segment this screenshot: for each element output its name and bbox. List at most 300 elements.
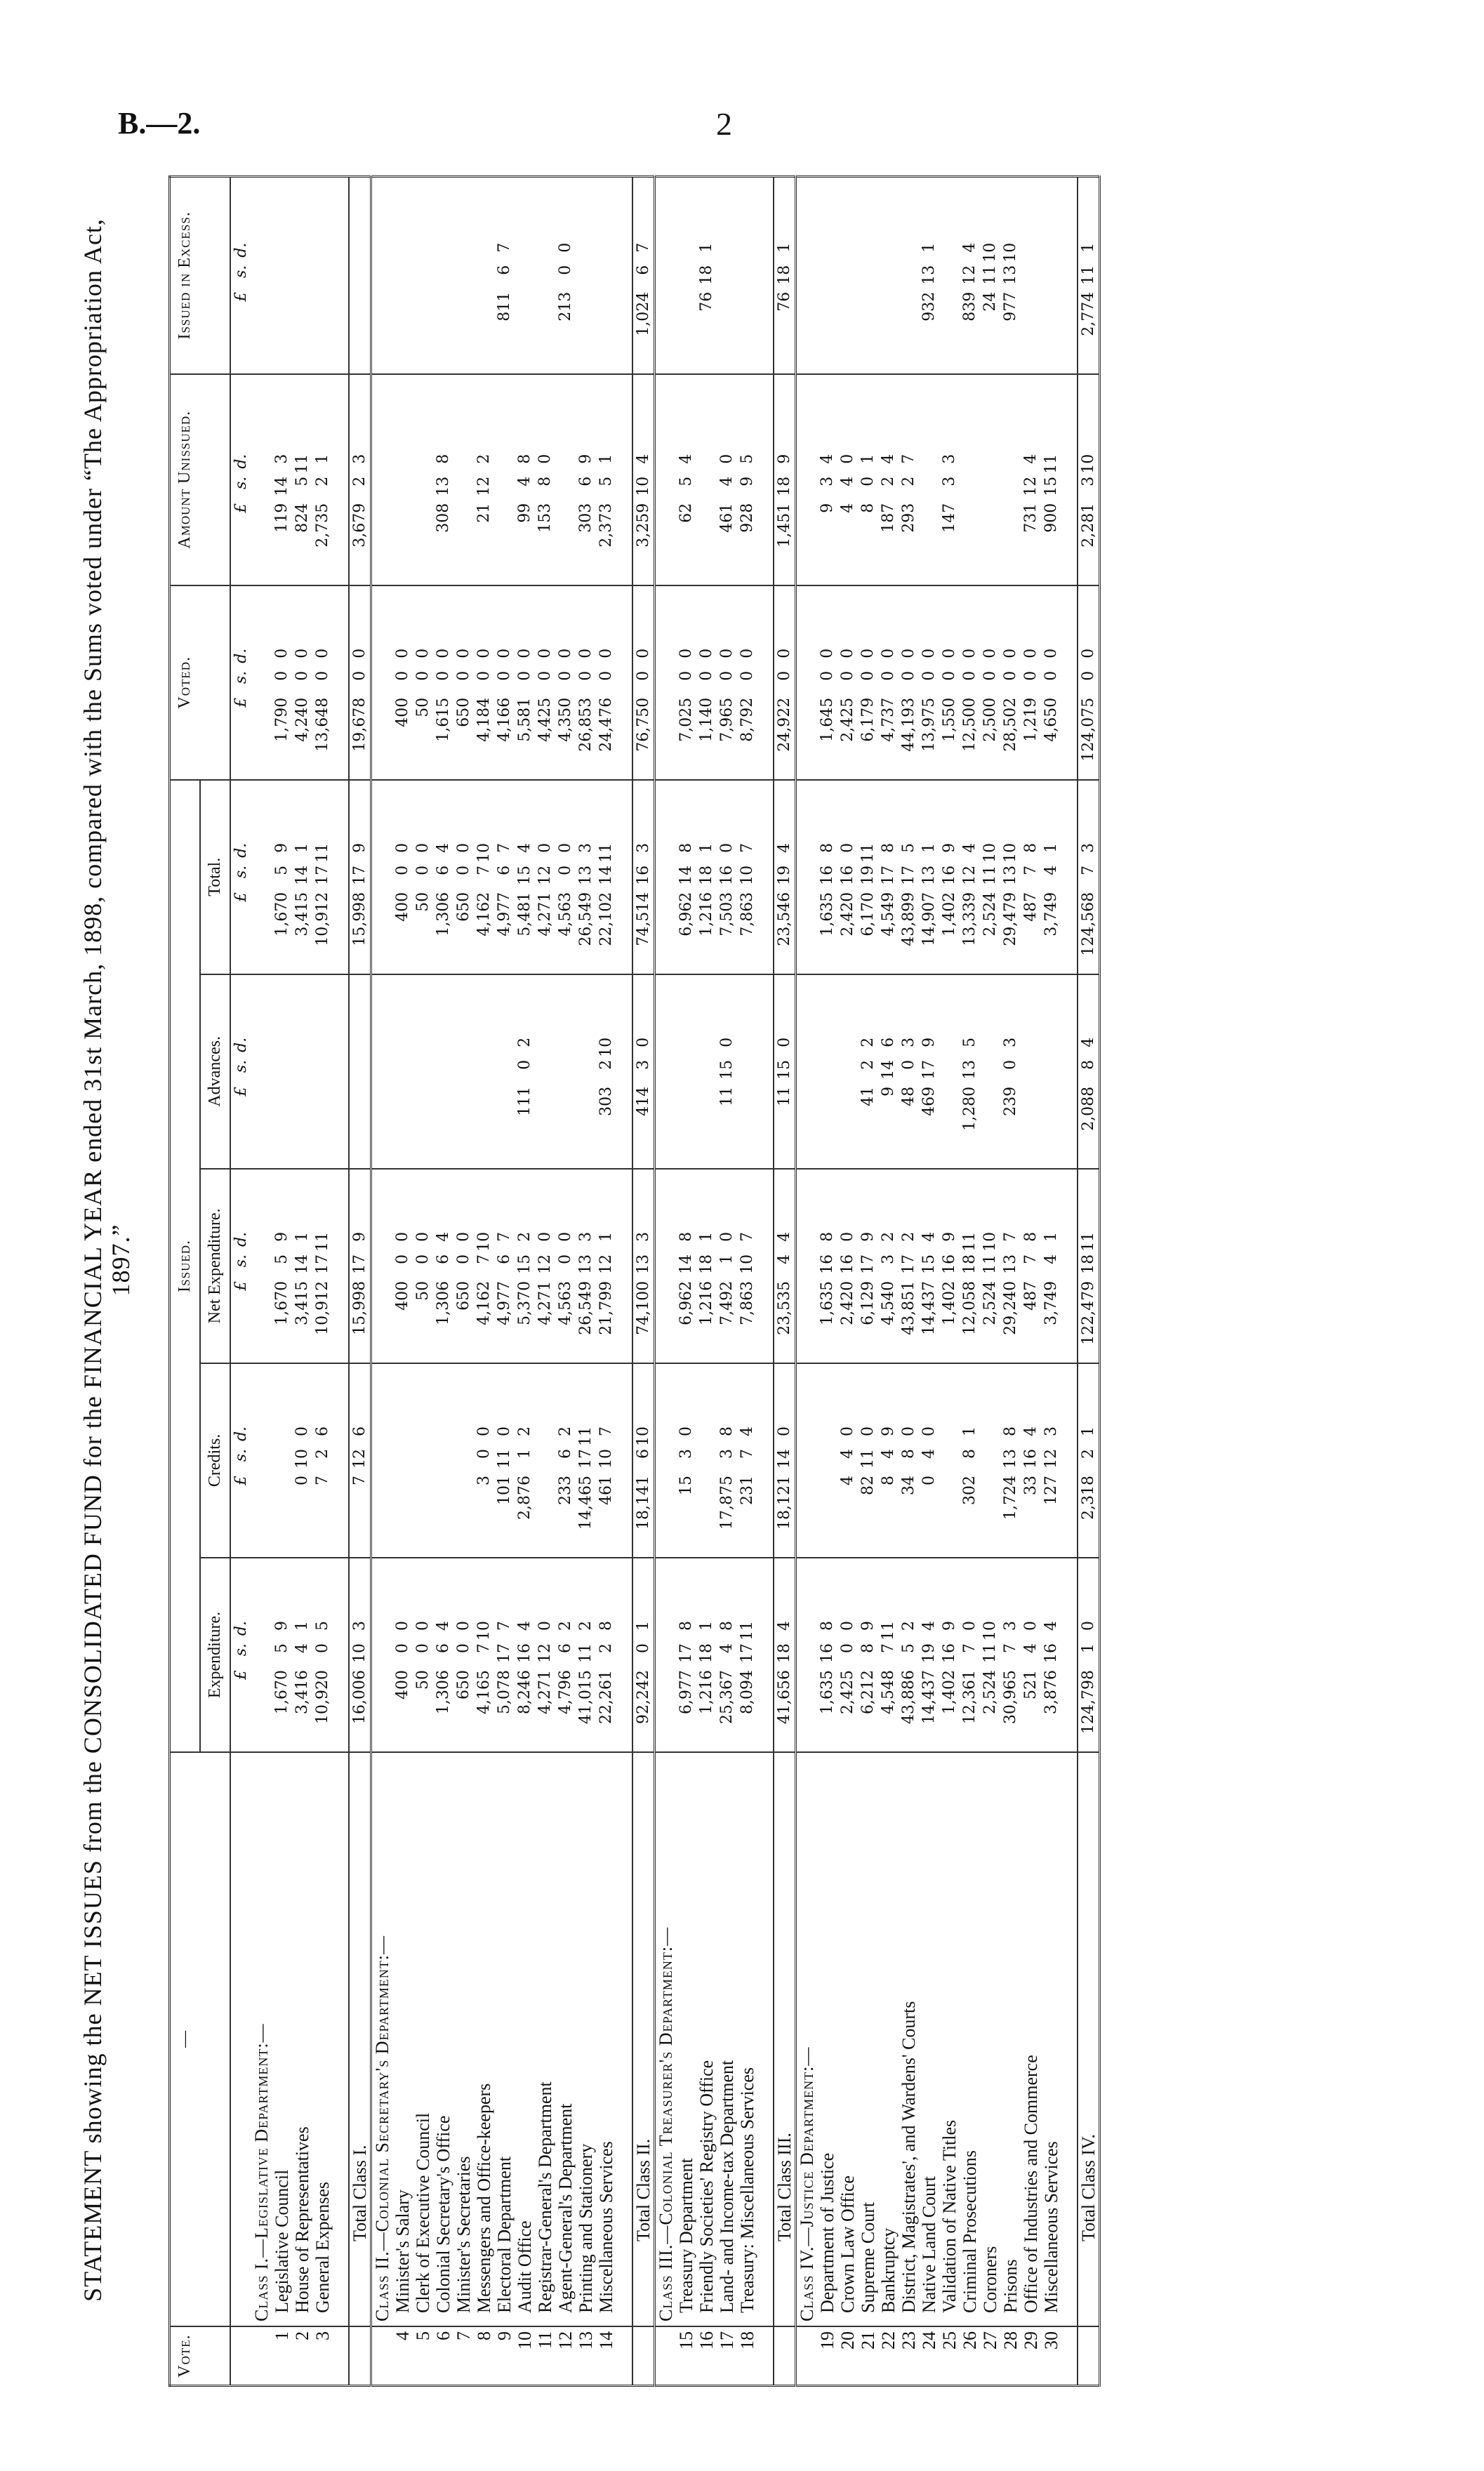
unit-pounds: £ [232,503,250,513]
vote-number: 13 [576,2326,596,2386]
cell-ne-pence: 7 [496,1231,513,1242]
table-row [878,177,899,2386]
cell-vo-pence: 0 [577,648,595,658]
item-description: House of Representatives [292,1752,312,2326]
cell-a-pounds: 469 [920,1086,938,1116]
cell-c [960,1363,980,1558]
cell-t-pounds: 400 [394,892,411,922]
cell-ne-pounds: 7,863 [738,1280,756,1325]
cell-t-pence: 0 [414,842,432,853]
cell-vo-shillings: 0 [819,670,836,681]
cell-e-shillings: 16 [941,1643,958,1663]
cell-ne-pounds: 10,912 [314,1280,331,1335]
cell-vo-pounds: 2,425 [839,697,856,742]
spacer-cell [616,1363,632,1558]
cell-ne-pence: 2 [880,1231,897,1242]
cell-e [717,1558,737,1752]
cell-a [960,974,980,1169]
cell-vo-pence: 0 [859,648,877,658]
cell-a [676,974,696,1169]
cell-e-shillings: 4 [718,1643,736,1653]
cell-ne-shillings: 14 [677,1254,695,1274]
spacer-cell [1061,974,1078,1169]
heading-blank [371,1363,393,1558]
cell-e-shillings: 17 [677,1643,695,1663]
cell-vo-pence: 0 [698,648,715,658]
cell-e [392,1558,413,1752]
cell-t-pence: 10 [475,842,493,863]
cell-t-pence: 10 [1002,842,1019,863]
cell-ne-pence: 0 [718,1231,736,1242]
cell-vo [433,585,453,780]
cell-u [717,374,737,585]
total-e-shillings: 0 [635,1643,652,1653]
cell-t-shillings: 19 [859,865,877,885]
cell-t-pounds: 10,912 [314,892,331,946]
cell-ne-pounds: 650 [455,1280,472,1311]
cell-e-pence: 4 [516,1621,534,1631]
vote-number: 22 [878,2326,899,2386]
cell-vo-pounds: 4,166 [496,697,513,742]
cell-c [453,1363,474,1558]
cell-vo-pence: 0 [435,648,452,658]
spacer-cell [1061,1558,1078,1752]
total-t-pounds: 74,514 [635,892,652,946]
cell-a [292,974,312,1169]
spacer-cell [616,374,632,585]
cell-vo-pence: 0 [819,648,836,658]
cell-t-shillings: 12 [536,865,554,885]
cell-ne [676,1169,696,1363]
cell-ne-pence: 7 [738,1231,756,1242]
cell-t-pounds: 13,339 [961,892,979,946]
cell-e [980,1558,1000,1752]
cell-vo-pounds: 7,025 [677,697,695,742]
cell-vo-pounds: 1,219 [1022,697,1040,742]
cell-vo [312,585,333,780]
cell-t-pence: 3 [577,842,595,853]
cell-t-pounds: 4,563 [557,892,574,936]
cell-e-pence: 0 [414,1621,432,1631]
unit-shillings: s. [232,476,250,490]
unit-pounds: £ [232,892,250,902]
col-description: — [170,1752,231,2326]
heading-vote [251,2326,272,2386]
cell-vo-shillings: 0 [900,670,917,681]
total-ne-shillings: 18 [1080,1254,1097,1274]
cell-u-pence: 4 [880,453,897,464]
cell-e-shillings: 0 [455,1643,472,1653]
cell-c-pounds: 82 [859,1475,877,1495]
cell-vo [1000,585,1021,780]
cell-u-shillings: 8 [536,476,554,486]
cell-ne-pounds: 5,370 [516,1280,534,1325]
total-a-pounds: 414 [635,1086,652,1116]
cell-ne-pounds: 400 [394,1280,411,1311]
cell-e-pence: 11 [880,1621,897,1641]
cell-c-shillings: 4 [839,1448,856,1459]
heading-blank [371,974,393,1169]
cell-c [596,1363,616,1558]
cell-t-shillings: 15 [516,865,534,885]
cell-ne-pounds: 1,670 [273,1280,291,1325]
cell-u [837,374,858,585]
cell-vo-pounds: 4,737 [880,697,897,742]
cell-t [515,780,535,974]
cell-ne-pence: 4 [435,1231,452,1242]
cell-u-shillings: 12 [475,476,493,496]
heading-blank [796,374,818,585]
heading-blank [655,1363,677,1558]
unit-pounds: £ [232,1475,250,1485]
total-t-shillings: 17 [351,865,369,885]
total-vo [349,585,371,780]
item-description: Clerk of Executive Council [413,1752,433,2326]
cell-e-pounds: 4,796 [557,1670,574,1714]
cell-vo [596,585,616,780]
cell-vo [980,585,1000,780]
cell-vo-shillings: 0 [557,670,574,681]
class-heading: Class IV.—Justice Department:— [796,1752,818,2326]
total-x-pounds: 1,024 [635,291,652,336]
cell-ne-pence: 0 [839,1231,856,1242]
spacer-row [1061,177,1078,2386]
cell-x [515,177,535,374]
statement-page [168,175,1390,2387]
table-row [392,177,413,2386]
cell-t-pence: 0 [839,842,856,853]
spacer-row [757,177,774,2386]
heading-blank [796,585,818,780]
cell-e-pounds: 4,165 [475,1670,493,1714]
cell-ne [515,1169,535,1363]
cell-ne [837,1169,858,1363]
total-ne-pence: 3 [635,1231,652,1242]
spacer-cell [333,1169,349,1363]
cell-vo-pounds: 650 [455,697,472,727]
cell-c-shillings: 3 [677,1448,695,1459]
heading-blank [251,780,272,974]
total-vo [632,585,655,780]
cell-e [960,1558,980,1752]
cell-u [494,374,515,585]
cell-c [494,1363,515,1558]
heading-blank [371,374,393,585]
cell-t-pounds: 1,635 [819,892,836,936]
cell-ne [596,1169,616,1363]
col-unissued: Amount Unissued. [170,374,231,585]
spacer-cell [333,780,349,974]
cell-x-shillings: 13 [1002,265,1019,285]
cell-c [696,1363,717,1558]
cell-ne [535,1169,555,1363]
cell-c-pounds: 7 [314,1475,331,1485]
cell-vo-pounds: 1,550 [941,697,958,742]
cell-x [1041,177,1061,374]
heading-blank [371,585,393,780]
cell-x-shillings: 0 [557,265,574,275]
cell-t-pence: 11 [314,842,331,863]
spacer-cell [1061,1363,1078,1558]
table-row [453,177,474,2386]
cell-vo-pounds: 13,648 [314,697,331,752]
unit-cell [230,177,251,374]
total-ne-pence: 4 [776,1231,793,1242]
total-vo-pounds: 124,075 [1080,697,1097,762]
class-heading-row [251,177,272,2386]
cell-vo-pence: 0 [516,648,534,658]
cell-e-pence: 1 [698,1621,715,1631]
cell-x [1021,177,1041,374]
item-description: Printing and Stationery [576,1752,596,2326]
spacer-cell [616,585,632,780]
total-a-pence: 4 [1080,1037,1097,1047]
table-row [576,177,596,2386]
heading-blank [251,1169,272,1363]
cell-u-shillings: 12 [1022,476,1040,496]
cell-u-pence: 3 [273,453,291,464]
vote-number: 29 [1021,2326,1041,2386]
cell-u-pence: 7 [900,453,917,464]
cell-x-shillings: 12 [961,265,979,285]
vote-number: 27 [980,2326,1000,2386]
unit-cell [230,1169,251,1363]
vote-number: 8 [474,2326,494,2386]
spacer-cell [757,2326,774,2386]
cell-vo-shillings: 0 [738,670,756,681]
cell-e-pence: 0 [961,1621,979,1631]
cell-c-shillings: 11 [859,1448,877,1469]
total-t-pounds: 23,546 [776,892,793,946]
cell-vo [858,585,878,780]
spacer-cell [757,974,774,1169]
cell-u [555,374,576,585]
cell-e-pounds: 400 [394,1670,411,1700]
cell-t-pounds: 29,479 [1002,892,1019,946]
total-c-shillings: 2 [1080,1448,1097,1459]
cell-a-pence: 5 [961,1037,979,1047]
heading-vote [655,2326,677,2386]
total-ne [774,1169,796,1363]
cell-t-pounds: 4,271 [536,892,554,936]
cell-ne-pounds: 1,306 [435,1280,452,1325]
unit-shillings: s. [232,1059,250,1073]
cell-t-shillings: 14 [677,865,695,885]
heading-blank [796,177,818,374]
table-row [1021,177,1041,2386]
cell-t [272,780,292,974]
cell-e-pence: 1 [293,1621,311,1631]
total-x-pounds: 2,774 [1080,291,1097,336]
cell-c-pence: 6 [314,1426,331,1436]
total-u [349,374,371,585]
cell-t-shillings: 13 [1002,865,1019,885]
cell-c-shillings: 3 [718,1448,736,1459]
cell-x [696,177,717,374]
table-row [696,177,717,2386]
cell-c-pounds: 15 [677,1475,695,1495]
cell-c [1041,1363,1061,1558]
cell-vo-pounds: 24,476 [597,697,615,752]
cell-a [980,974,1000,1169]
cell-t-pounds: 650 [455,892,472,922]
vote-number: 10 [515,2326,535,2386]
cell-vo-pounds: 4,425 [536,697,554,742]
cell-x [413,177,433,374]
cell-ne [939,1169,960,1363]
unit-shillings: s. [232,265,250,278]
cell-ne-shillings: 16 [819,1254,836,1274]
cell-vo [837,585,858,780]
cell-vo-pence: 0 [557,648,574,658]
unit-pounds: £ [232,291,250,302]
spacer-cell [1061,374,1078,585]
cell-ne [858,1169,878,1363]
cell-x-pence: 10 [1002,242,1019,263]
cell-ne-shillings: 0 [394,1254,411,1264]
cell-t-pounds: 22,102 [597,892,615,946]
cell-u-pounds: 900 [1042,503,1060,533]
cell-u [1021,374,1041,585]
cell-e-pounds: 6,977 [677,1670,695,1714]
cell-a-pence: 2 [859,1037,877,1047]
unit-pence: d. [232,242,250,258]
cell-ne [960,1169,980,1363]
cell-t-pence: 11 [597,842,615,863]
cell-e-pounds: 14,437 [920,1670,938,1724]
cell-vo [919,585,939,780]
cell-t-pence: 8 [819,842,836,853]
table-row [413,177,433,2386]
cell-ne-pence: 8 [677,1231,695,1242]
cell-e-pence: 8 [597,1621,615,1631]
cell-a [878,974,899,1169]
cell-t-pounds: 26,549 [577,892,595,946]
cell-vo-pounds: 1,140 [698,697,715,742]
cell-a [919,974,939,1169]
cell-ne-pounds: 4,271 [536,1280,554,1325]
total-x-pounds: 76 [776,291,793,312]
cell-e-pounds: 12,361 [961,1670,979,1724]
cell-c-pence: 0 [677,1426,695,1436]
cell-u-pence: 1 [597,453,615,464]
vote-number: 5 [413,2326,433,2386]
total-vo-shillings: 0 [776,670,793,681]
cell-ne-pence: 9 [941,1231,958,1242]
cell-u [878,374,899,585]
item-description: Native Land Court [919,1752,939,2326]
cell-t-shillings: 16 [718,865,736,885]
cell-e-pounds: 521 [1022,1670,1040,1700]
cell-ne-pounds: 4,563 [557,1280,574,1325]
cell-u-shillings: 9 [738,476,756,486]
cell-u-pence: 8 [435,453,452,464]
cell-u [899,374,919,585]
total-u-pounds: 1,451 [776,503,793,548]
cell-u [515,374,535,585]
heading-blank [251,1363,272,1558]
cell-c-shillings: 17 [577,1448,595,1469]
total-t-pence: 9 [351,842,369,853]
heading-blank [655,1558,677,1752]
total-c [1078,1363,1100,1558]
cell-ne-shillings: 17 [900,1254,917,1274]
cell-ne-pence: 10 [981,1231,999,1252]
spacer-cell [757,1169,774,1363]
cell-x [312,177,333,374]
cell-t-shillings: 0 [455,865,472,875]
cell-e-pence: 3 [1002,1621,1019,1631]
cell-ne-shillings: 7 [475,1254,493,1264]
spacer-cell [616,177,632,374]
cell-e-pence: 9 [859,1621,877,1631]
total-ne-shillings: 4 [776,1254,793,1264]
item-description: Miscellaneous Services [1041,1752,1061,2326]
item-description: Validation of Native Titles [939,1752,960,2326]
cell-vo-pence: 0 [273,648,291,658]
cell-e-pence: 4 [920,1621,938,1631]
heading-blank [796,974,818,1169]
cell-c-pounds: 302 [961,1475,979,1505]
cell-e-pounds: 30,965 [1002,1670,1019,1724]
item-description: Supreme Court [858,1752,878,2326]
cell-u-shillings: 14 [273,476,291,496]
total-u [774,374,796,585]
cell-u [817,374,837,585]
cell-u [453,374,474,585]
cell-c-pounds: 127 [1042,1475,1060,1505]
cell-x [474,177,494,374]
cell-a [858,974,878,1169]
cell-e-shillings: 6 [557,1643,574,1653]
total-c [632,1363,655,1558]
cell-vo-shillings: 0 [516,670,534,681]
cell-x [919,177,939,374]
class-heading: Class III.—Colonial Treasurer's Department:— [655,1752,677,2326]
cell-t-shillings: 14 [293,865,311,885]
cell-c-pounds: 0 [293,1475,311,1485]
cell-vo-shillings: 0 [597,670,615,681]
cell-e-pence: 0 [536,1621,554,1631]
cell-u [1041,374,1061,585]
cell-c-shillings: 1 [516,1448,534,1459]
cell-u-pence: 0 [718,453,736,464]
cell-t-shillings: 13 [920,865,938,885]
total-a [774,974,796,1169]
cell-e-pounds: 2,425 [839,1670,856,1714]
cell-e-pence: 2 [557,1621,574,1631]
total-x-shillings: 6 [635,265,652,275]
total-u-pounds: 2,281 [1080,503,1097,548]
page-number: 2 [716,106,732,142]
total-ne-pence: 11 [1080,1231,1097,1252]
total-vote [349,2326,371,2386]
cell-t [494,780,515,974]
cell-u-pounds: 187 [880,503,897,533]
cell-x [596,177,616,374]
class-heading: Class I.—Legislative Department:— [251,1752,272,2326]
item-description: Crown Law Office [837,1752,858,2326]
class-heading-row [371,177,393,2386]
cell-u-pence: 3 [941,453,958,464]
total-x [1078,177,1100,374]
cell-u-pounds: 2,373 [597,503,615,548]
class-total-label: Total Class II. [632,1752,655,2326]
cell-e-shillings: 8 [859,1643,877,1653]
heading-blank [655,585,677,780]
cell-c [899,1363,919,1558]
cell-vo-shillings: 0 [496,670,513,681]
